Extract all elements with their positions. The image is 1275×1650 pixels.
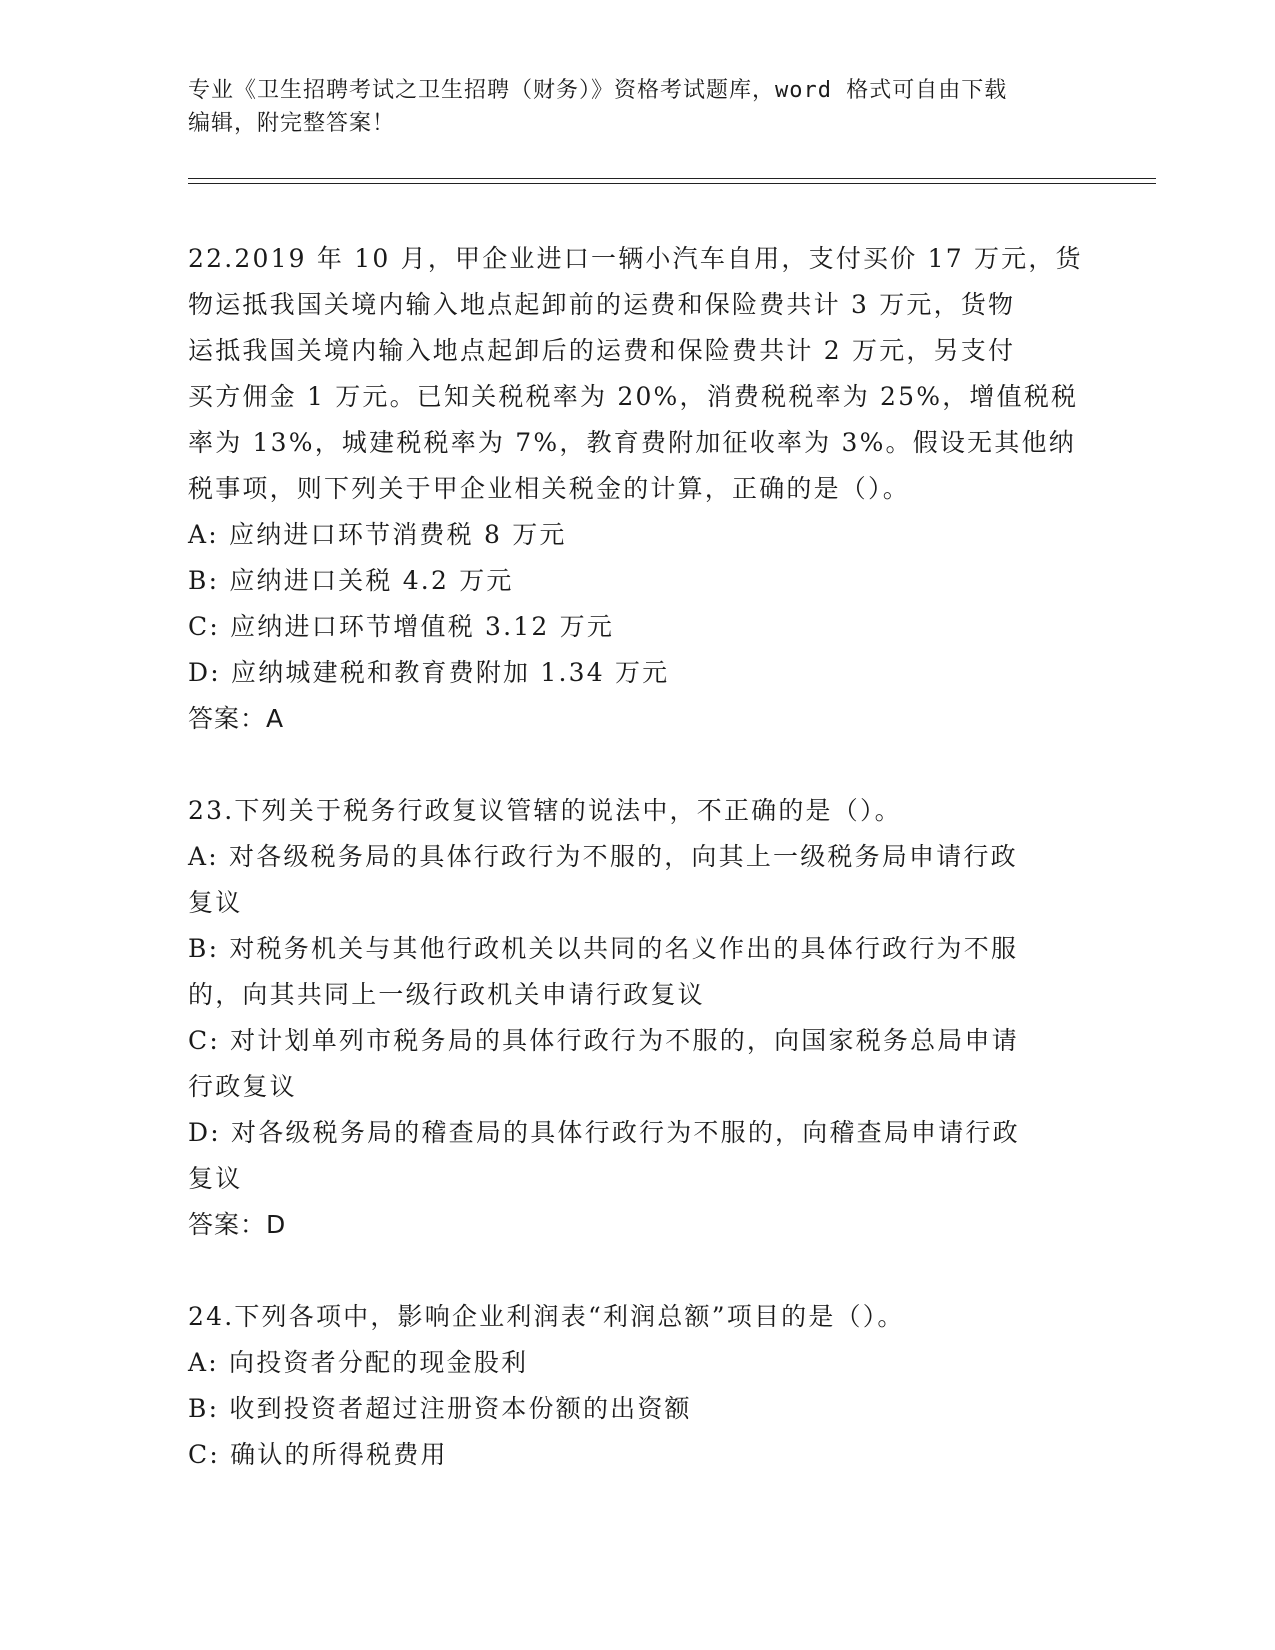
option-a [188,1340,1088,1386]
question-stem [188,236,1088,512]
answer-line: 答案：A [188,704,285,733]
option-b [188,926,1088,1018]
question-spacer [188,1248,1088,1294]
option-d [188,1110,1088,1202]
stem-line: 率为 13%，城建税税率为 7%，教育费附加征收率为 3%。假设无其他纳 [188,428,1076,457]
question-24 [188,1294,1088,1478]
stem-line: 23.下列关于税务行政复议管辖的说法中，不正确的是（）。 [188,796,902,825]
question-spacer [188,742,1088,788]
stem-line: 22.2019 年 10 月，甲企业进口一辆小汽车自用，支付买价 17 万元，货 [188,244,1083,273]
stem-line: 24.下列各项中，影响企业利润表“利润总额”项目的是（）。 [188,1302,905,1331]
option-c [188,1018,1088,1110]
header-divider-bottom [188,183,1156,184]
option-line: 的，向其共同上一级行政机关申请行政复议 [188,980,705,1009]
option-line: 复议 [188,888,243,917]
option-line: B: 收到投资者超过注册资本份额的出资额 [188,1394,692,1423]
option-line: C: 应纳进口环节增值税 3.12 万元 [188,612,615,641]
option-c [188,604,1088,650]
option-c [188,1432,1088,1478]
question-22 [188,236,1088,742]
stem-line: 税事项，则下列关于甲企业相关税金的计算，正确的是（）。 [188,474,910,503]
option-line: B: 对税务机关与其他行政机关以共同的名义作出的具体行政行为不服 [188,934,1019,963]
option-a [188,512,1088,558]
option-line: B: 应纳进口关税 4.2 万元 [188,566,514,595]
stem-line: 运抵我国关境内输入地点起卸后的运费和保险费共计 2 万元，另支付 [188,336,1016,365]
question-23 [188,788,1088,1248]
stem-line: 买方佣金 1 万元。已知关税税率为 20%，消费税税率为 25%，增值税税 [188,382,1079,411]
answer-line: 答案：D [188,1210,287,1239]
option-b [188,558,1088,604]
question-list [188,236,1088,1478]
question-stem [188,788,1088,834]
option-line: A: 向投资者分配的现金股利 [188,1348,529,1377]
question-stem [188,1294,1088,1340]
header-line-2: 编辑，附完整答案！ [188,111,396,136]
document-header [188,74,1088,140]
option-a [188,834,1088,926]
header-divider-top [188,178,1156,179]
option-line: A: 应纳进口环节消费税 8 万元 [188,520,567,549]
stem-line: 物运抵我国关境内输入地点起卸前的运费和保险费共计 3 万元，货物 [188,290,1016,319]
option-line: 行政复议 [188,1072,297,1101]
option-line: 复议 [188,1164,243,1193]
option-line: D: 对各级税务局的稽查局的具体行政行为不服的，向稽查局申请行政 [188,1118,1020,1147]
option-d [188,650,1088,696]
option-line: D: 应纳城建税和教育费附加 1.34 万元 [188,658,670,687]
option-line: C: 确认的所得税费用 [188,1440,448,1469]
option-b [188,1386,1088,1432]
option-line: C: 对计划单列市税务局的具体行政行为不服的，向国家税务总局申请 [188,1026,1019,1055]
header-line-1: 专业《卫生招聘考试之卫生招聘（财务）》资格考试题库，word 格式可自由下载 [188,78,1008,103]
option-line: A: 对各级税务局的具体行政行为不服的，向其上一级税务局申请行政 [188,842,1018,871]
